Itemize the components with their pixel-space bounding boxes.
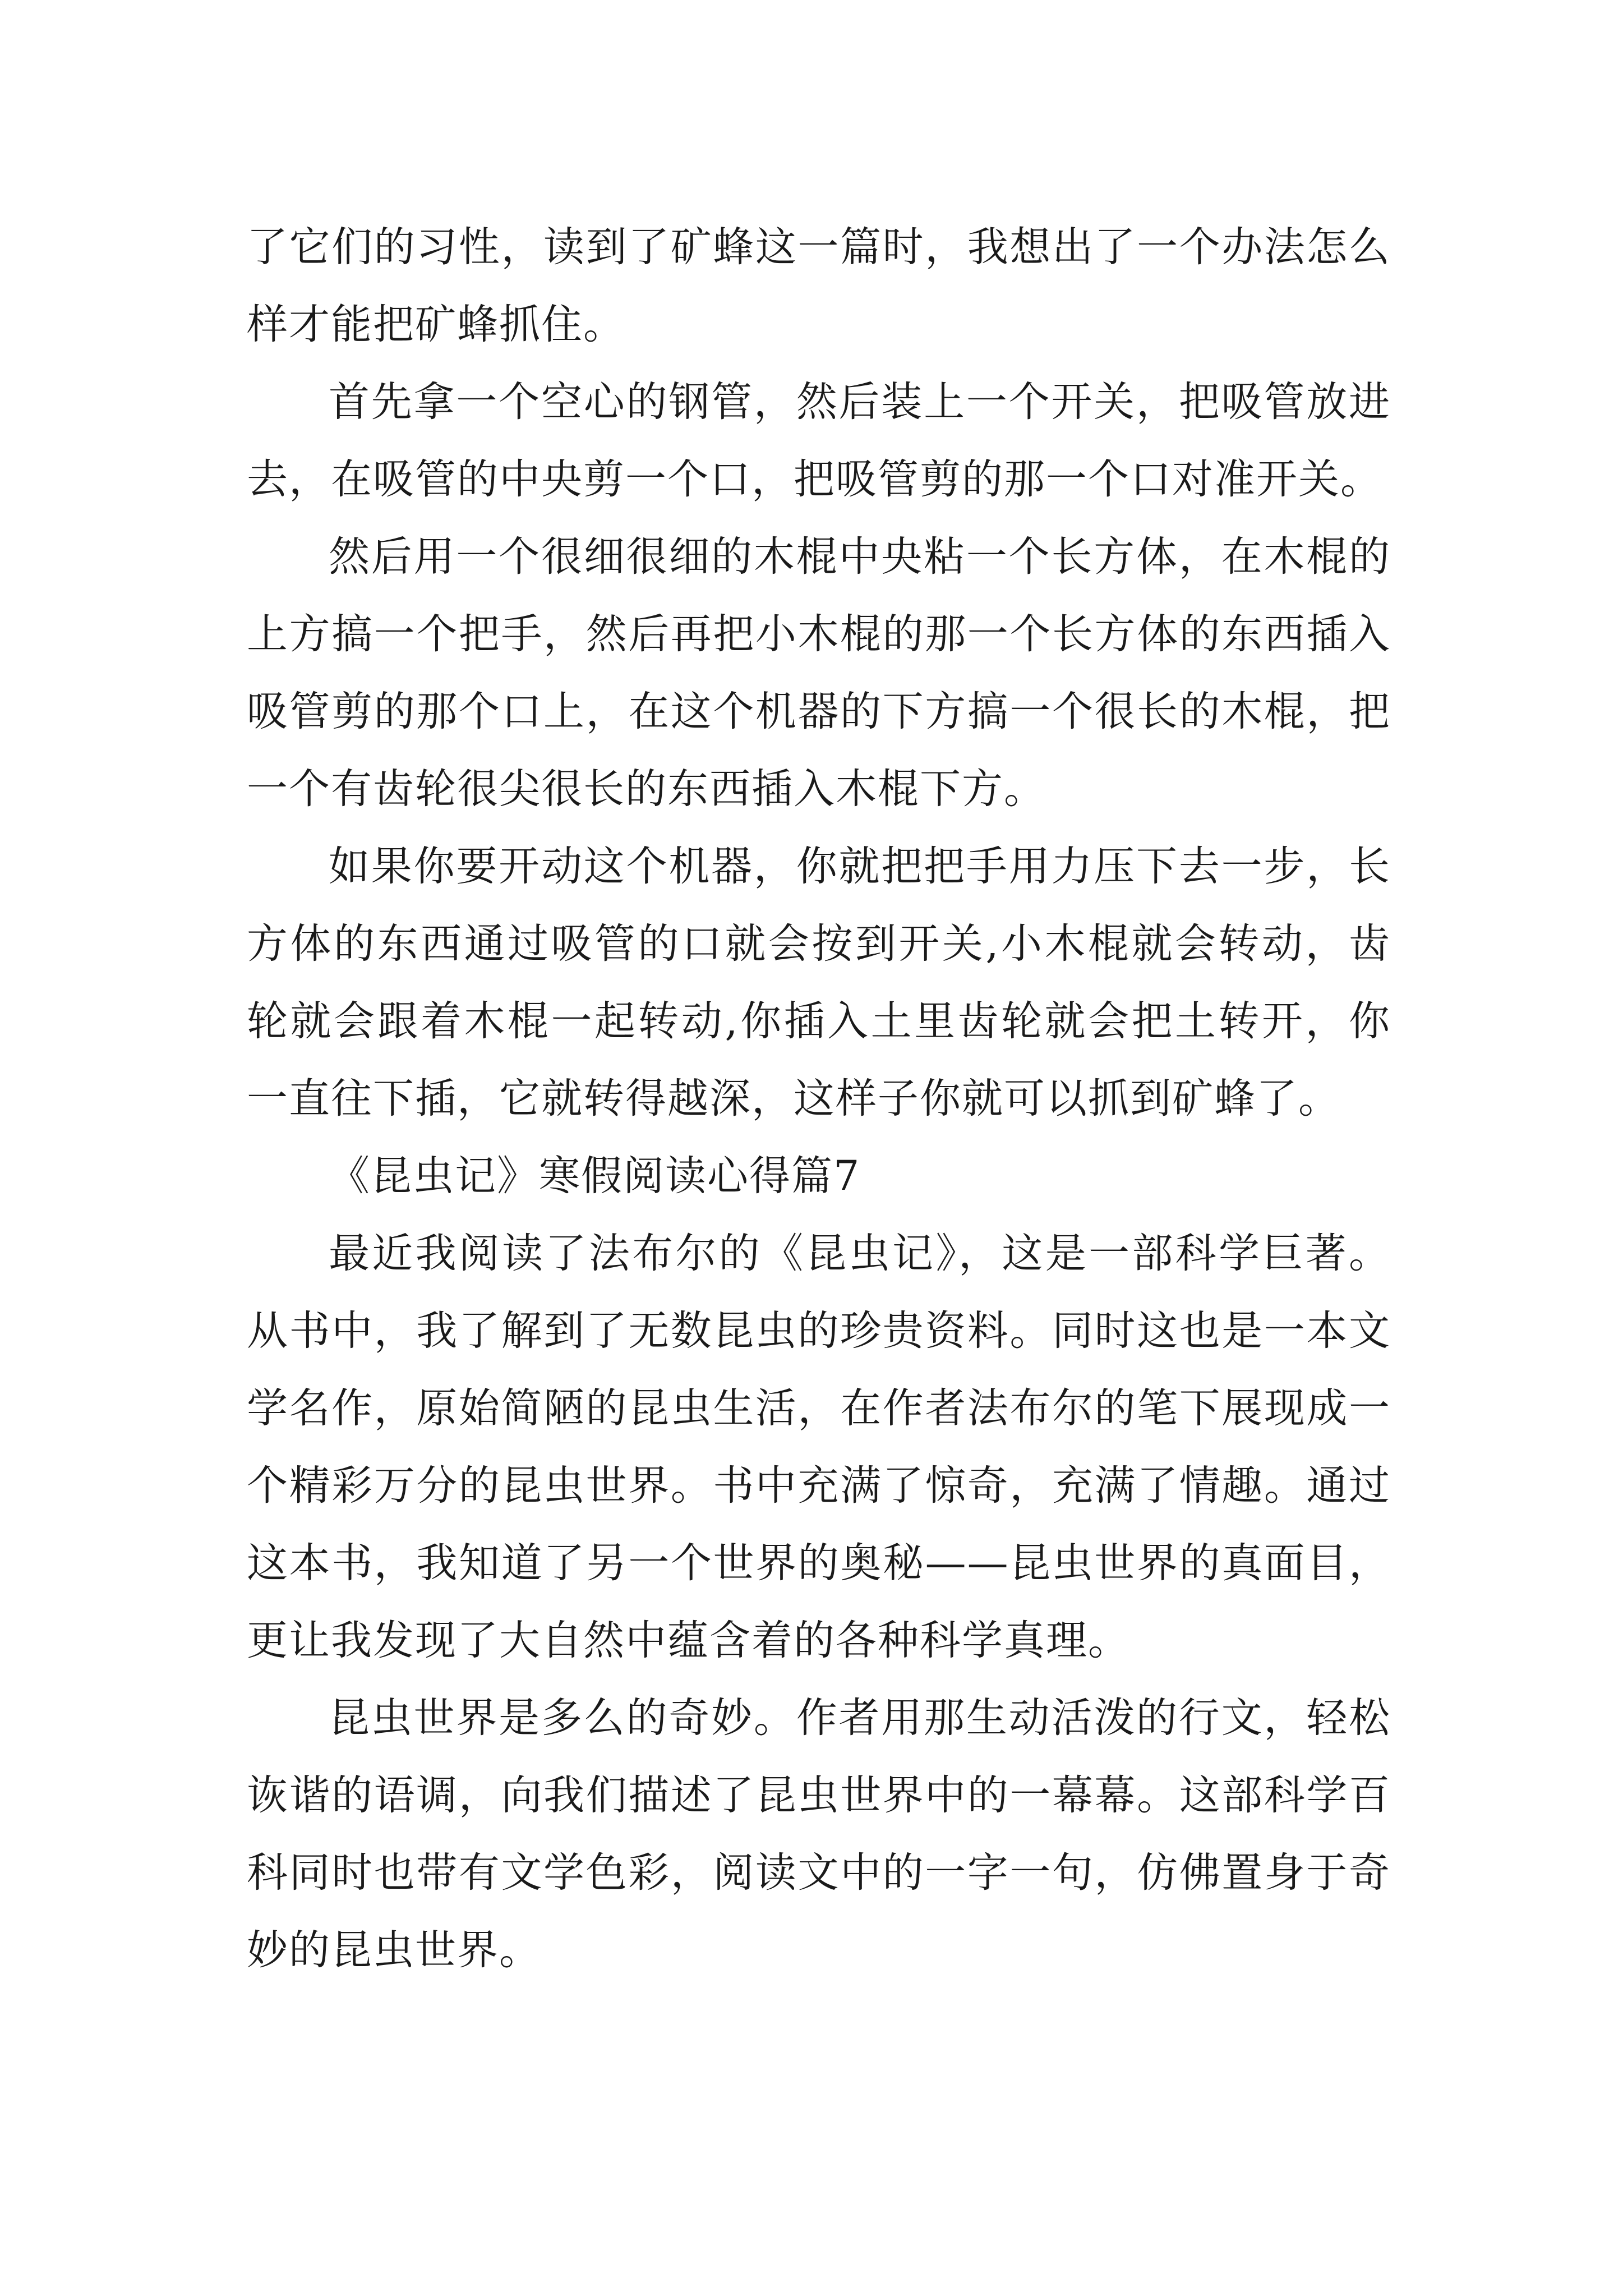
paragraph-4: 如果你要开动这个机器，你就把把手用力压下去一步，长方体的东西通过吸管的口就会按到开关,小木棍就会转动，齿轮就会跟着木棍一起转动,你插入土里齿轮就会把土转开，你一直往下插，它就转得越深，这样子你就可以抓到矿蜂了。	[247, 843, 1391, 1122]
paragraph-1: 了它们的习性，读到了矿蜂这一篇时，我想出了一个办法怎么样才能把矿蜂抓住。	[247, 223, 1391, 348]
paragraph-6: 昆虫世界是多么的奇妙。作者用那生动活泼的行文，轻松诙谐的语调，向我们描述了昆虫世界中的一幕幕。这部科学百科同时也带有文学色彩，阅读文中的一字一句，仿佛置身于奇妙的昆虫世界。	[247, 1694, 1391, 1974]
section-heading: 《昆虫记》寒假阅读心得篇7	[329, 1152, 861, 1200]
paragraph-3: 然后用一个很细很细的木棍中央粘一个长方体，在木棍的上方搞一个把手，然后再把小木棍的那一个长方体的东西插入吸管剪的那个口上，在这个机器的下方搞一个很长的木棍，把一个有齿轮很尖很长的东西插入木棍下方。	[247, 533, 1391, 813]
paragraph-2: 首先拿一个空心的钢管，然后装上一个开关，把吸管放进去，在吸管的中央剪一个口，把吸管剪的那一个口对准开关。	[247, 378, 1391, 503]
paragraph-5: 最近我阅读了法布尔的《昆虫记》，这是一部科学巨著。从书中，我了解到了无数昆虫的珍贵资料。同时这也是一本文学名作，原始简陋的昆虫生活，在作者法布尔的笔下展现成一个精彩万分的昆虫世界。书中充满了惊奇，充满了情趣。通过这本书，我知道了另一个世界的奥秘——昆虫世界的真面目，更让我发现了大自然中蕴含着的各种科学真理。	[247, 1230, 1391, 1664]
document-body	[247, 209, 1391, 1989]
